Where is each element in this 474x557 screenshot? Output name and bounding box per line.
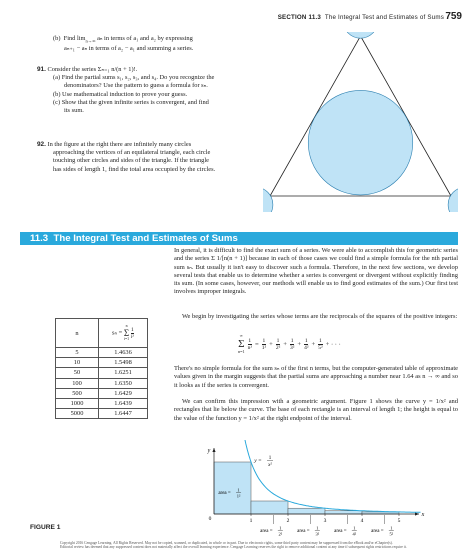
- header-frac-num: 1: [130, 326, 134, 333]
- area-label-num: 1: [237, 487, 240, 493]
- area-label: area =: [218, 491, 231, 496]
- origin-label: 0: [208, 516, 212, 522]
- area-label-num: 1: [279, 525, 282, 531]
- term-5-num: 1: [319, 337, 322, 344]
- ex91-b: (b) Use mathematical induction to prove your guess.: [53, 90, 188, 98]
- copyright-footer: [60, 541, 430, 550]
- term-2-den: 2²: [275, 344, 281, 351]
- area-label-den: 5²: [389, 531, 394, 537]
- header-sn-text: sₙ =: [112, 329, 124, 337]
- header-sum-bot: i=1: [123, 337, 130, 341]
- header-frac: [131, 327, 134, 340]
- table-cell-n: 10: [56, 358, 99, 368]
- area-label-den: 1²: [236, 493, 241, 499]
- ex92-line-3: touching other circles and sides of the triangle. If the triangle: [53, 157, 209, 165]
- term-2: [276, 338, 280, 351]
- corner-circle: [263, 187, 273, 212]
- section-heading: [30, 233, 238, 244]
- table-row: [56, 368, 148, 378]
- table-cell-n: 1000: [56, 398, 99, 408]
- area-label-den: 4²: [352, 531, 357, 537]
- ex92-line-2: approaching the vertices of an equilateral triangle, each circle: [53, 149, 211, 157]
- area-label: area =: [260, 529, 273, 534]
- x-tick-label: 5: [397, 518, 401, 524]
- table-cell-sn: 1.6251: [99, 368, 148, 378]
- table-cell-sn: 1.6447: [99, 409, 148, 419]
- table-row: [56, 348, 148, 358]
- area-label-num: 1: [353, 525, 356, 531]
- area-label: area =: [371, 529, 384, 534]
- table-row: [56, 409, 148, 419]
- term-3: [290, 338, 294, 351]
- header-sum-top: n: [125, 324, 128, 328]
- body-para-4-block: [174, 398, 458, 423]
- ex92-line-4: has sides of length 1, find the total area occupied by the circles.: [53, 165, 216, 173]
- ex91-a: (a) Find the partial sums s₁, s₂, s₃, and s₄. Do you recognize the: [53, 74, 215, 82]
- x-tick-label: 1: [249, 518, 253, 524]
- corner-circle: [448, 187, 458, 212]
- term-3-num: 1: [290, 337, 294, 344]
- body-para-4: We can confirm this impression with a geometric argument. Figure 1 shows the curve y = 1/x² and rectangles that lie below the curve. The base of each rectangle is an interval of length 1; the height is equal to the value of the function y = 1/x² at the right endpoint of the interval.: [174, 398, 458, 422]
- curve-label-den: x²: [268, 463, 272, 468]
- term-1-den: 1²: [261, 344, 267, 351]
- term-4: [304, 338, 308, 351]
- table-cell-n: 50: [56, 368, 99, 378]
- exercise-92: [37, 141, 257, 174]
- term-5-den: 5²: [318, 344, 323, 351]
- area-rectangle: [214, 462, 251, 514]
- triangle-circles-figure: [263, 32, 458, 212]
- term-1: [262, 338, 266, 351]
- corner-circle: [343, 32, 378, 38]
- footer-line-1: Copyright 2016 Cengage Learning. All Rights Reserved. May not be copied, scanned, or duplicated, in whole or in part. Due to electronic rights, some third party content may be suppressed from the eBook and/or eChapter(s).: [60, 541, 393, 545]
- x-tick-label: 4: [360, 518, 364, 524]
- ex91-number: 91.: [37, 66, 46, 73]
- sum-upper: ∞: [239, 333, 243, 338]
- ex91-a2: denominators? Use the pattern to guess a formula for sₙ.: [64, 82, 208, 90]
- page-number: 759: [445, 11, 462, 22]
- ex-b-text-2: aₙ in terms of a₁ and a₂ by expressing: [97, 35, 193, 42]
- ex-b-text-3: aₙ₊₁ − aₙ in terms of a₂ − a₁ and summing a series.: [64, 45, 194, 53]
- x-tick-label: 2: [286, 518, 290, 524]
- area-label: area =: [334, 529, 347, 534]
- term-3-den: 3²: [289, 344, 295, 351]
- curve-label: y =: [254, 458, 262, 464]
- plus-1: +: [269, 340, 273, 348]
- plus-4: +: [311, 340, 316, 348]
- table-cell-sn: 1.6439: [99, 398, 148, 408]
- series-tail: + · · ·: [325, 340, 341, 348]
- table-cell-sn: 1.6429: [99, 388, 148, 398]
- exercise-91: [37, 66, 252, 115]
- term-4-den: 4²: [304, 344, 309, 351]
- ex-b-sub: n→∞: [85, 38, 96, 44]
- body-para-2: We begin by investigating the series whose terms are the reciprocals of the squares of the positive integers:: [182, 313, 458, 320]
- eq-sign: =: [254, 340, 259, 348]
- table-cell-n: 500: [56, 388, 99, 398]
- plus-3: +: [297, 340, 302, 348]
- body-para-1-block: [174, 247, 458, 297]
- term-general-den: n²: [247, 344, 252, 351]
- plus-2: +: [283, 340, 287, 348]
- y-axis-arrow: [212, 448, 215, 452]
- sum-lower: n=1: [238, 349, 245, 354]
- area-rectangle: [325, 511, 362, 514]
- body-para-3-block: [174, 365, 458, 390]
- circles-group: [263, 32, 458, 212]
- curve-label-num: 1: [268, 456, 272, 461]
- ex92-number: 92.: [37, 141, 46, 148]
- partial-sums-table: [55, 318, 148, 419]
- header-section: SECTION 11.3: [277, 14, 322, 21]
- exercise-90b: [53, 35, 253, 54]
- figure-1-content: [207, 440, 425, 537]
- sum-sign: Σ: [238, 338, 245, 350]
- y-axis-label: y: [207, 448, 211, 454]
- table-cell-n: 100: [56, 378, 99, 388]
- table-cell-sn: 1.5498: [99, 358, 148, 368]
- area-label-den: 2²: [278, 531, 283, 537]
- table-cell-sn: 1.6350: [99, 378, 148, 388]
- table-header-sn: sₙ = n Σ i=1 $\frac{1}{\text{i²}}$: [99, 319, 148, 348]
- area-rectangle: [288, 508, 325, 514]
- table-row: [56, 388, 148, 398]
- term-5: [318, 338, 322, 351]
- body-para-2-block: [174, 313, 458, 321]
- section-number: 11.3: [30, 233, 49, 244]
- incircle: [308, 90, 413, 195]
- area-label-num: 1: [390, 525, 393, 531]
- header-frac-den: i²: [130, 333, 134, 340]
- area-label-num: 1: [316, 525, 319, 531]
- term-general: [248, 338, 252, 351]
- table-row: [56, 358, 148, 368]
- table-cell-n: 5000: [56, 409, 99, 419]
- ex92-line-1: In the figure at the right there are infinitely many circles: [47, 141, 192, 148]
- body-para-1: In general, it is difficult to find the exact sum of a series. We were able to accomplish this for geometric series and the series Σ 1/[n(n + 1)] because in each of those cases we could find a simple formula for the nth partial sum sₙ. But usually it isn't easy to discover such a formula. Therefore, in the next few sections, we develop several tests that enable us to determine whether a series is convergent or divergent without explicitly finding its sum. (In some cases, however, our methods will enable us to find good estimates of the sum.) Our first test involves improper integrals.: [174, 247, 458, 296]
- footer-line-2: Editorial review has deemed that any suppressed content does not materially affect the overall learning experience. Cengage Learning reserves the right to remove additional content at any time if subsequent rights restrictions require it.: [60, 545, 407, 550]
- table-cell-n: 5: [56, 348, 99, 358]
- table-header-row: [56, 319, 148, 348]
- header-title: The Integral Test and Estimates of Sums: [324, 14, 444, 21]
- body-para-3: There's no simple formula for the sum sₙ of the first n terms, but the computer-generated table of approximate values given in the margin suggests that the partial sums are approaching a number near 1.64 as n → ∞ and so it looks as if the series is convergent.: [174, 365, 458, 389]
- term-4-num: 1: [304, 337, 308, 344]
- area-label: area =: [297, 529, 310, 534]
- table-cell-sn: 1.4636: [99, 348, 148, 358]
- ex-b-label: (b): [53, 35, 61, 42]
- figure-1-graph: [200, 440, 430, 540]
- series-equation: [238, 333, 341, 355]
- x-axis-arrow: [415, 512, 419, 515]
- figure-caption: FIGURE 1: [30, 524, 61, 531]
- ex91-stem: Consider the series Σₙ₌₁ n/(n + 1)!.: [47, 66, 138, 73]
- table-row: [56, 398, 148, 408]
- area-label-den: 3²: [315, 531, 320, 537]
- table-row: [56, 378, 148, 388]
- ex91-c: (c) Show that the given infinite series is convergent, and find: [53, 98, 209, 106]
- term-1-num: 1: [262, 337, 266, 344]
- term-general-num: 1: [248, 337, 252, 344]
- ex91-c2: its sum.: [64, 107, 84, 115]
- x-axis-label: x: [421, 512, 425, 518]
- running-header: [278, 14, 444, 21]
- area-rectangle: [251, 501, 288, 514]
- section-title: The Integral Test and Estimates of Sums: [53, 233, 238, 244]
- x-tick-label: 3: [323, 518, 327, 524]
- ex-b-text-1: Find lim: [63, 35, 86, 42]
- term-2-num: 1: [276, 337, 280, 344]
- table-header-n: n: [56, 319, 99, 348]
